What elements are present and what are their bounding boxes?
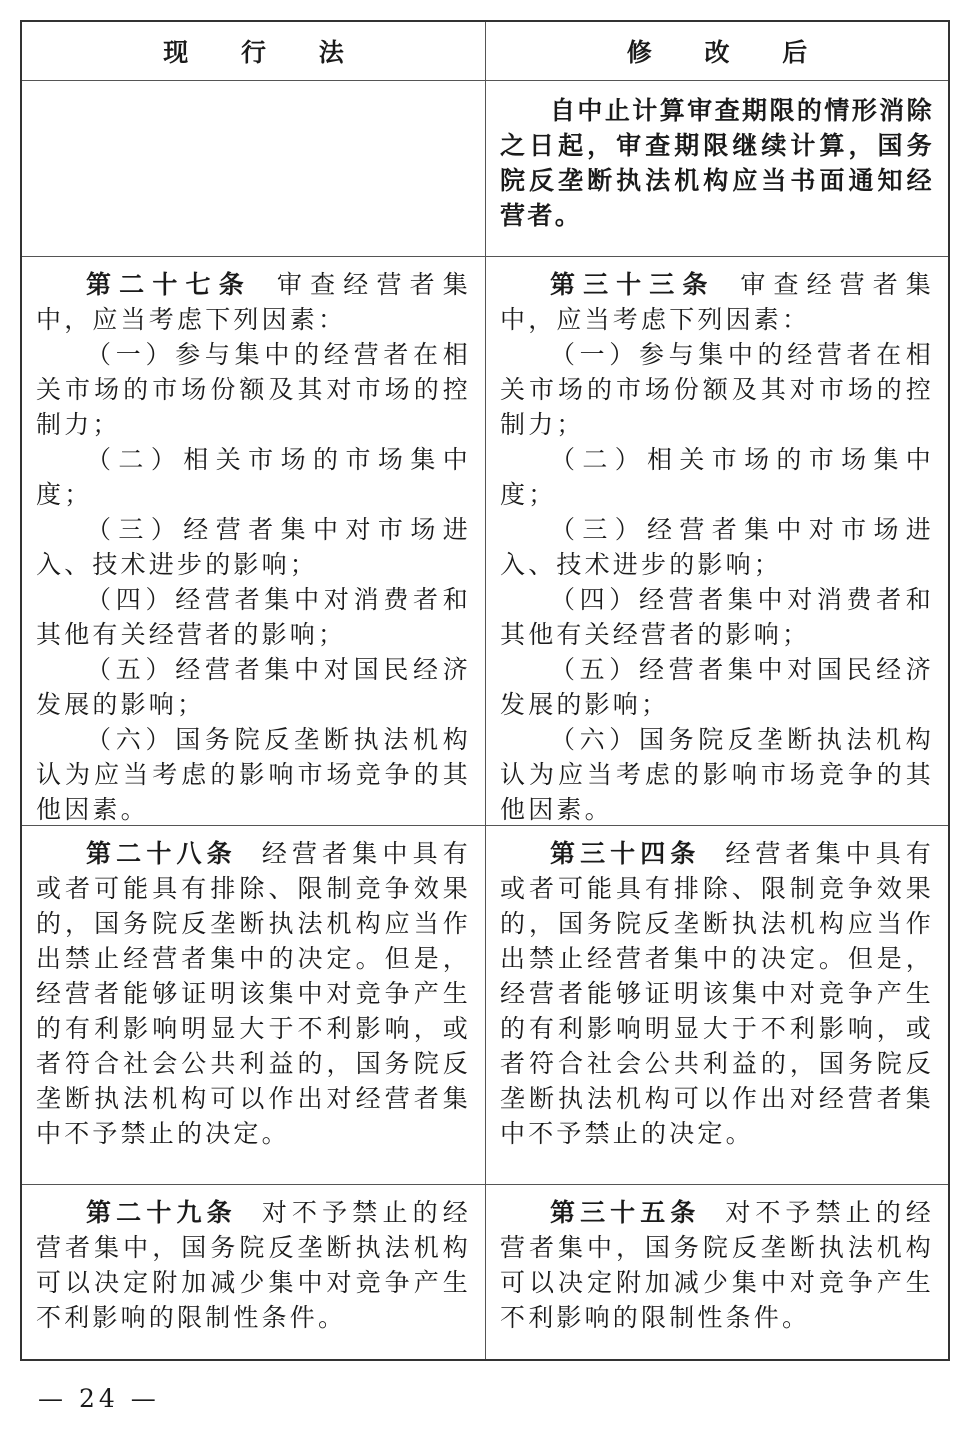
- header-amended: 修 改 后: [485, 22, 948, 80]
- amended-paragraph: 自中止计算审查期限的情形消除之日起，审查期限继续计算，国务院反垄断执法机构应当书面通知经营者。: [500, 96, 934, 230]
- table-row: [22, 80, 948, 256]
- cell-current-law: [22, 81, 485, 256]
- article-paragraph: [36, 1195, 471, 1335]
- list-item: （六）国务院反垄断执法机构认为应当考虑的影响市场竞争的其他因素。: [36, 725, 471, 824]
- article-text: 对不予禁止的经营者集中，国务院反垄断执法机构可以决定附加减少集中对竞争产生不利影响的限制性条件。: [36, 1198, 471, 1332]
- article-lead: [36, 267, 471, 337]
- article-number: 第三十四条: [550, 839, 701, 868]
- list-item: （三）经营者集中对市场进入、技术进步的影响；: [36, 515, 471, 579]
- article-paragraph: [500, 1195, 934, 1335]
- table-row: [22, 256, 948, 825]
- list-item: （三）经营者集中对市场进入、技术进步的影响；: [500, 515, 934, 579]
- article-number: 第三十五条: [550, 1198, 701, 1227]
- table-header: [22, 22, 948, 80]
- article-text: 对不予禁止的经营者集中，国务院反垄断执法机构可以决定附加减少集中对竞争产生不利影响的限制性条件。: [500, 1198, 934, 1332]
- article-number: 第三十三条: [550, 270, 716, 299]
- cell-current-law: [22, 257, 485, 825]
- cell-current-law: [22, 1185, 485, 1359]
- article-text: 经营者集中具有或者可能具有排除、限制竞争效果的，国务院反垄断执法机构应当作出禁止经营者集中的决定。但是，经营者能够证明该集中对竞争产生的有利影响明显大于不利影响，或者符合社会公共利益的，国务院反垄断执法机构可以作出对经营者集中不予禁止的决定。: [36, 839, 471, 1148]
- page-number: — 24 —: [38, 1384, 160, 1413]
- list-item: （一）参与集中的经营者在相关市场的市场份额及其对市场的控制力；: [500, 340, 934, 439]
- header-current-law: 现 行 法: [163, 38, 366, 67]
- list-item: （五）经营者集中对国民经济发展的影响；: [36, 655, 471, 719]
- article-paragraph: [500, 836, 934, 1151]
- cell-amended: [485, 81, 948, 256]
- list-item: （六）国务院反垄断执法机构认为应当考虑的影响市场竞争的其他因素。: [500, 725, 934, 824]
- article-paragraph: [36, 836, 471, 1151]
- article-text: 审查经营者集中，应当考虑下列因素：: [500, 270, 934, 334]
- cell-amended: [485, 826, 948, 1184]
- article-number: 第二十八条: [86, 839, 237, 868]
- list-item: （四）经营者集中对消费者和其他有关经营者的影响；: [36, 585, 471, 649]
- list-item: （四）经营者集中对消费者和其他有关经营者的影响；: [500, 585, 934, 649]
- article-number: 第二十九条: [86, 1198, 237, 1227]
- article-text: 经营者集中具有或者可能具有排除、限制竞争效果的，国务院反垄断执法机构应当作出禁止经营者集中的决定。但是，经营者能够证明该集中对竞争产生的有利影响明显大于不利影响，或者符合社会公共利益的，国务院反垄断执法机构可以作出对经营者集中不予禁止的决定。: [500, 839, 934, 1148]
- list-item: （二）相关市场的市场集中度；: [36, 445, 471, 509]
- cell-amended: [485, 257, 948, 825]
- comparison-table: [20, 20, 950, 1361]
- list-item: （一）参与集中的经营者在相关市场的市场份额及其对市场的控制力；: [36, 340, 471, 439]
- list-item: （五）经营者集中对国民经济发展的影响；: [500, 655, 934, 719]
- table-row: [22, 825, 948, 1184]
- article-number: 第二十七条: [86, 270, 252, 299]
- list-item: （二）相关市场的市场集中度；: [500, 445, 934, 509]
- article-text: 审查经营者集中，应当考虑下列因素：: [36, 270, 471, 334]
- cell-amended: [485, 1185, 948, 1359]
- table-row: [22, 1184, 948, 1359]
- article-lead: [500, 267, 934, 337]
- cell-current-law: [22, 826, 485, 1184]
